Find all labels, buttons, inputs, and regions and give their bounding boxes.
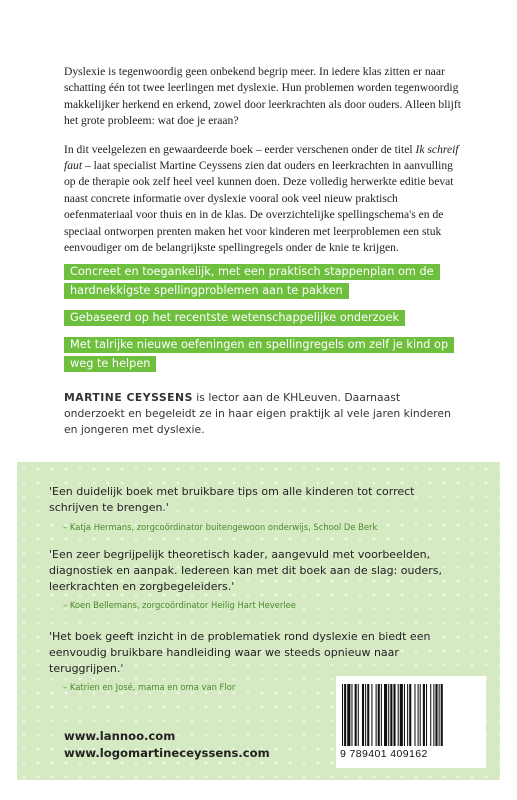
- barcode-bar: [393, 684, 395, 746]
- quote-block: [49, 484, 449, 532]
- quote-block: [49, 547, 449, 610]
- publisher-url[interactable]: www.lannoo.com: [64, 729, 176, 743]
- barcode-bar: [398, 684, 399, 746]
- barcode-bar: [355, 684, 357, 746]
- intro-paragraph-2: [64, 142, 464, 257]
- barcode-bar: [365, 684, 366, 746]
- barcode-bar: [423, 684, 425, 746]
- intro-paragraph-1: Dyslexie is tegenwoordig geen onbekend begrip meer. In iedere klas zitten er naar schatting één tot twee leerlingen met dyslexie. Hun problemen worden tegenwoordig makkelijker herkend en erkend, zowel door leerkrachten als door ouders. Alleen blijft het grote probleem: wat doe je eraan?: [64, 65, 461, 128]
- quote-text: 'Het boek geeft inzicht in de problematiek rond dyslexie en biedt een eenvoudig bruikbare handleiding waar we steeds opnieuw naar teruggrijpen.': [49, 630, 431, 675]
- website-links: [64, 728, 270, 761]
- highlight-item: [64, 335, 464, 373]
- quote-source: – Katrien en José, mama en oma van Flor: [63, 682, 236, 693]
- barcode-bar: [362, 684, 364, 746]
- barcode-bar: [384, 684, 387, 746]
- barcode-bar: [430, 684, 431, 746]
- barcode-bar: [414, 684, 415, 746]
- barcode-bar: [433, 684, 434, 746]
- barcode-bar: [409, 684, 411, 746]
- highlight-item: [64, 308, 464, 327]
- barcode-bar: [441, 684, 443, 746]
- barcode-bar: [371, 684, 372, 746]
- barcode-bar: [390, 684, 392, 746]
- highlight-item: [64, 262, 464, 300]
- barcode-bar: [407, 684, 408, 746]
- highlight-list: [64, 262, 464, 381]
- intro-p2-end: – laat specialist Martine Ceyssens zien dat ouders en leerkrachten in aanvulling op de therapie ook zelf heel veel kunnen doen. Deze volledig herwerkte editie bevat naast concrete informatie over dyslexie vooral ook veel nieuw praktisch oefenmateriaal voor thuis en in de klas. De overzichtelijke spellingschema's en de speciaal ontworpen prenten maken het voor kinderen met leerproblemen een stuk eenvoudiger om de belangrijkste spellingregels onder de knie te krijgen.: [64, 159, 454, 255]
- quote-text: 'Een zeer begrijpelijk theoretisch kader, aangevuld met voorbeelden, diagnostiek en aanpak. Iedereen kan met dit boek aan de slag: ouders, leerkrachten en zorgbegeleiders.': [49, 548, 443, 593]
- barcode-bar: [388, 684, 389, 746]
- highlight-text: Met talrijke nieuwe oefeningen en spellingregels om zelf je kind op weg te helpen: [64, 337, 454, 372]
- author-name: MARTINE CEYSSENS: [64, 391, 193, 404]
- intro-text: [64, 64, 464, 268]
- barcode-bar: [426, 684, 427, 746]
- barcode-bar: [342, 684, 343, 746]
- barcode-bars: [342, 684, 480, 746]
- barcode-bar: [367, 684, 369, 746]
- barcode-bar: [378, 684, 380, 746]
- author-url[interactable]: www.logomartineceyssens.com: [64, 745, 270, 760]
- barcode-bar: [418, 684, 419, 746]
- isbn-barcode: [336, 676, 486, 768]
- barcode-bar: [376, 684, 377, 746]
- author-bio: [64, 390, 464, 438]
- barcode-bar: [400, 684, 403, 746]
- barcode-bar: [351, 684, 352, 746]
- quote-source: – Koen Bellemans, zorgcoördinator Heilig Hart Heverlee: [63, 600, 296, 611]
- barcode-bar: [381, 684, 382, 746]
- barcode-bar: [344, 684, 346, 746]
- highlight-text: Gebaseerd op het recentste wetenschappelijke onderzoek: [64, 310, 405, 326]
- barcode-bar: [404, 684, 405, 746]
- quote-text: 'Een duidelijk boek met bruikbare tips om alle kinderen tot correct schrijven te brengen.': [49, 485, 415, 514]
- barcode-digits: 9 789401 409162: [340, 748, 428, 760]
- highlight-text: Concreet en toegankelijk, met een praktisch stappenplan om de hardnekkigste spellingproblemen aan te pakken: [64, 264, 440, 299]
- intro-p2-start: In dit veelgelezen en gewaardeerde boek – eerder verschenen onder de titel: [64, 142, 416, 156]
- barcode-bar: [420, 684, 421, 746]
- barcode-bar: [358, 684, 359, 746]
- quote-source: – Katja Hermans, zorgcoördinator buitengewoon onderwijs, School De Berk: [63, 521, 378, 532]
- barcode-bar: [439, 684, 440, 746]
- barcode-bar: [435, 684, 437, 746]
- former-title: Ik schreif faut: [64, 142, 459, 173]
- barcode-bar: [347, 684, 350, 746]
- author-description: is lector aan de KHLeuven. Daarnaast onderzoekt en begeleidt ze in haar eigen praktijk al vele jaren kinderen en jongeren met dyslexie.: [64, 391, 451, 436]
